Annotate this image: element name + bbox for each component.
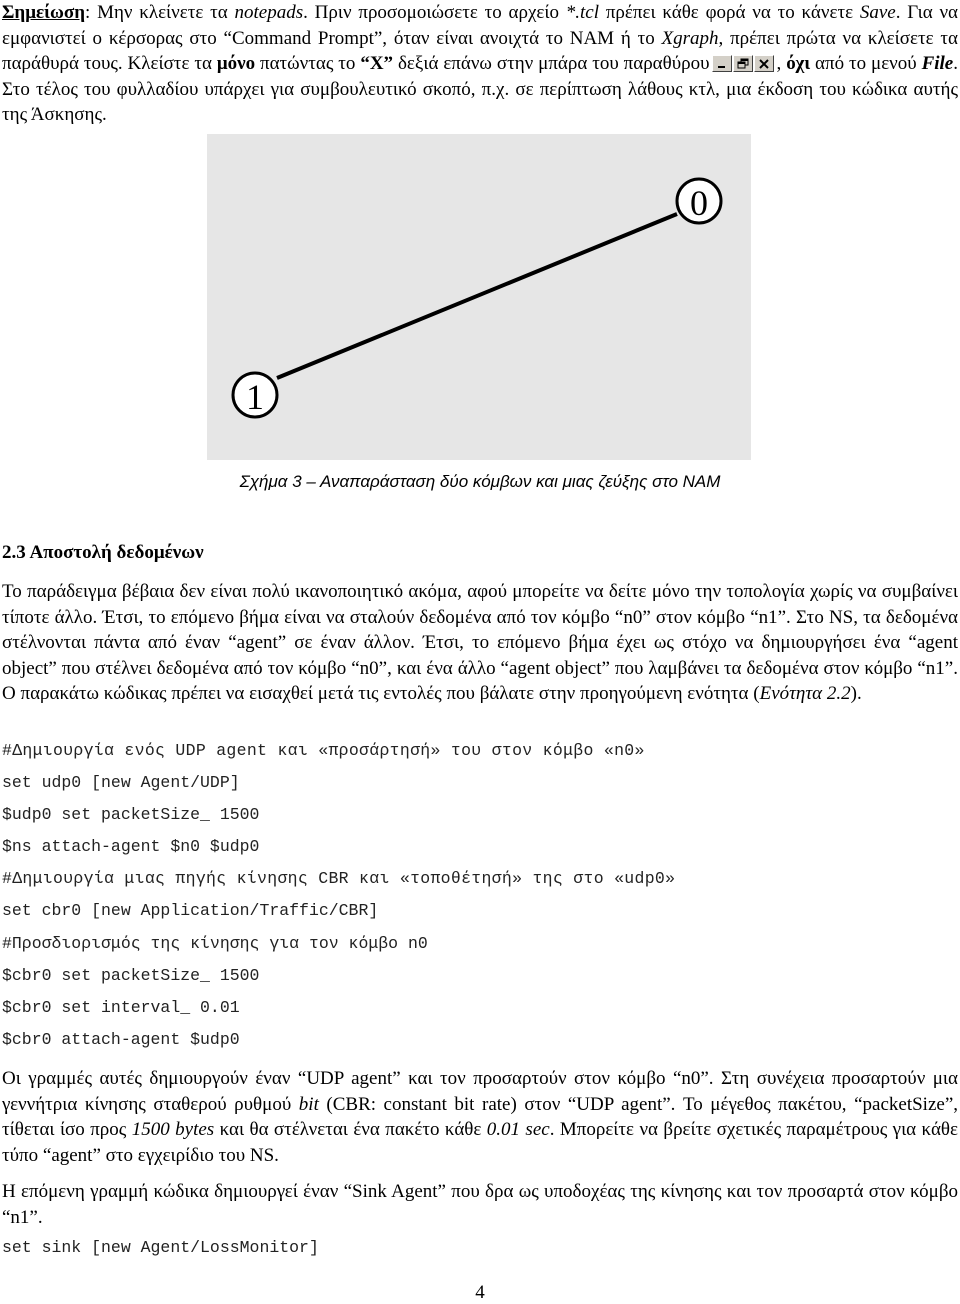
note-paragraph: Σημείωση: Μην κλείνετε τα notepads. Πριν προσομοιώσετε το αρχείο *.tcl πρέπει κάθε φορά να το κάνετε Save. Για να εμφανιστεί ο κέρσορας στο “Command Prompt”, όταν είναι ανοιχτά το NAM ή το Xgraph, πρέπει πρώτα να κλείσετε τα παράθυρά τους. Κλείστε τα μόνο πατώντας το “X” δεξιά επάνω στην μπάρα του παραθύρου , όχι από το μενού File. Στο τέλος του φυλλαδίου υπάρχει για συμβουλευτικό σκοπό, π.χ. σε περίπτωση λάθους κτλ, μια έκδοση του κώδικα αυτής της Άσκησης.	[2, 2, 958, 125]
note-label: Σημείωση	[2, 2, 86, 23]
nam-figure	[207, 134, 751, 460]
code-line: $udp0 set packetSize_ 1500	[2, 805, 260, 824]
code-line: $cbr0 attach-agent $udp0	[2, 1030, 240, 1049]
code-line: set sink [new Agent/LossMonitor]	[2, 1238, 319, 1257]
nam-topology-diagram	[207, 134, 751, 460]
section-heading: 2.3 Αποστολή δεδομένων	[2, 542, 204, 563]
restore-icon	[733, 55, 753, 72]
node-0-label: 0	[690, 183, 708, 223]
close-icon	[754, 55, 774, 72]
code-line: #Δημιουργία ενός UDP agent και «προσάρτησή» του στον κόμβο «n0»	[2, 741, 645, 760]
explain-paragraph: Οι γραμμές αυτές δημιουργούν έναν “UDP agent” και τον προσαρτούν στον κόμβο “n0”. Στη συνέχεια προσαρτούν μια γεννήτρια κίνησης σταθερού ρυθμού bit (CBR: constant bit rate) στον “UDP agent”. Το μέγεθος πακέτου, “packetSize”, τίθεται ίσο προς 1500 bytes και θα στέλνεται ένα πακέτο κάθε 0.01 sec. Μπορείτε να βρείτε σχετικές παραμέτρους για κάθε τύπο “agent” στο εγχειρίδιο του NS.	[2, 1068, 958, 1166]
code-line: #Προσδιορισμός της κίνησης για τον κόμβο n0	[2, 934, 428, 953]
code-line: $ns attach-agent $n0 $udp0	[2, 837, 260, 856]
minimize-icon	[712, 55, 732, 72]
sink-paragraph: Η επόμενη γραμμή κώδικα δημιουργεί έναν “Sink Agent” που δρα ως υποδοχέας της κίνησης και τον προσαρτά στον κόμβο “n1”.	[2, 1181, 958, 1228]
code-line: $cbr0 set packetSize_ 1500	[2, 966, 260, 985]
code-line: #Δημιουργία μιας πηγής κίνησης CBR και «τοποθέτησή» της στο «udp0»	[2, 869, 676, 888]
code-line: set cbr0 [new Application/Traffic/CBR]	[2, 901, 379, 920]
link-line	[277, 214, 677, 378]
page-number: 4	[475, 1282, 485, 1303]
intro-paragraph: Το παράδειγμα βέβαια δεν είναι πολύ ικανοποιητικό ακόμα, αφού μπορείτε να δείτε μόνο την τοπολογία χωρίς να συμβαίνει τίποτε άλλο. Έτσι, το επόμενο βήμα είναι να σταλούν δεδομένα από τον κόμβο “n0” στον κόμβο “n1”. Στο NS, τα δεδομένα στέλνονται πάντα από έναν “agent” σε έναν άλλον. Έτσι, το επόμενο βήμα έχει ως στόχο να δημιουργήσει ένα “agent object” που στέλνει δεδομένα από τον κόμβο “n0”, και ένα άλλο “agent object” που λαμβάνει τα δεδομένα στον κόμβο “n1”. Ο παρακάτω κώδικας πρέπει να εισαχθεί μετά τις εντολές που βάλατε στην προηγούμενη ενότητα (Ενότητα 2.2).	[2, 581, 958, 704]
node-1-label: 1	[246, 377, 264, 417]
window-buttons-image	[712, 54, 775, 72]
figure-caption: Σχήμα 3 – Αναπαράσταση δύο κόμβων και μιας ζεύξης στο NAM	[239, 472, 721, 491]
code-line: $cbr0 set interval_ 0.01	[2, 998, 240, 1017]
code-line: set udp0 [new Agent/UDP]	[2, 773, 240, 792]
